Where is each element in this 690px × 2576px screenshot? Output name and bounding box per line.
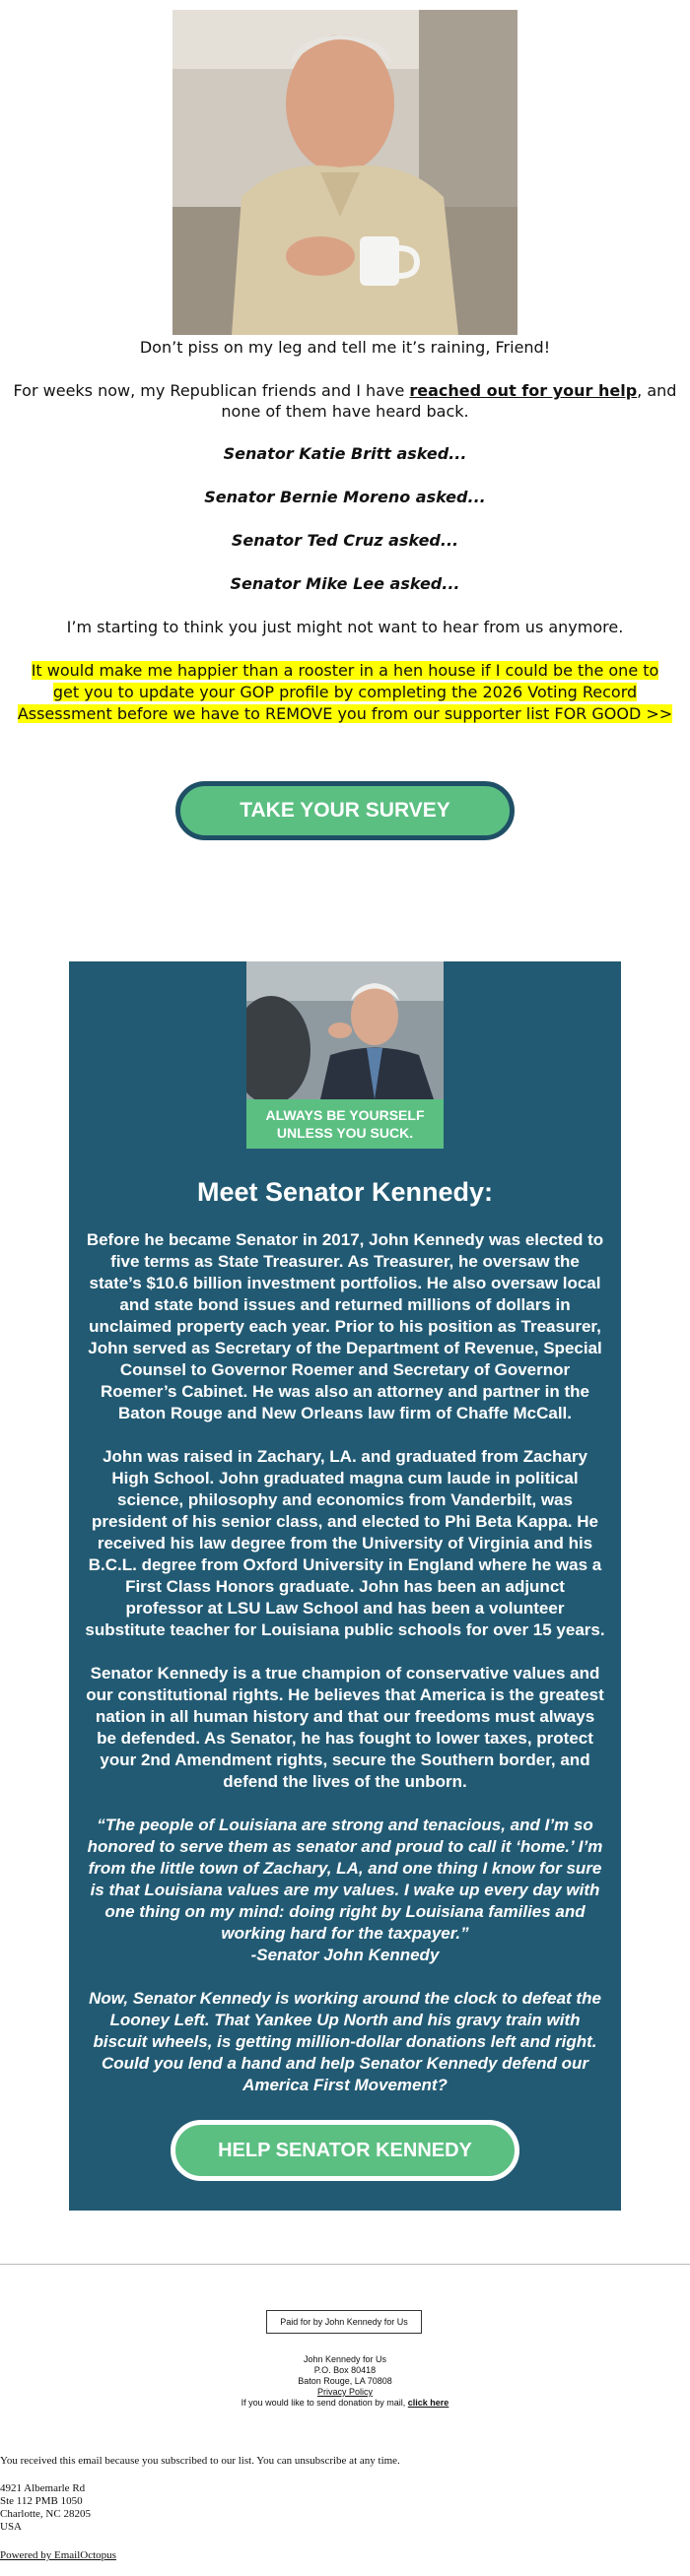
motto-line-1: ALWAYS BE YOURSELF <box>265 1107 425 1123</box>
intro-para1-end: , and <box>637 381 677 400</box>
asked-mike-lee: Senator Mike Lee asked... <box>230 574 460 593</box>
bio-p2-line: science, philosophy and economics from Vanderbilt, was <box>117 1490 573 1509</box>
bio-p3-line: nation in all human history and that our freedoms must always <box>95 1707 595 1726</box>
sender-addr-line: USA <box>0 2521 23 2533</box>
intro-paragraph <box>0 380 690 402</box>
motto-line-2: UNLESS YOU SUCK. <box>276 1125 414 1141</box>
sender-address <box>0 2482 91 2534</box>
intro-para1-start: For weeks now, my Republican friends and I have <box>13 381 410 400</box>
bio-p3-line: our constitutional rights. He believes that America is the greatest <box>86 1685 604 1704</box>
bio-p1-line: state’s $10.6 billion investment portfolios. He also oversaw local <box>89 1274 601 1292</box>
closing-line: Could you lend a hand and help Senator Kennedy defend our <box>102 2054 588 2073</box>
closing-line: Now, Senator Kennedy is working around the clock to defeat the <box>89 1989 601 2008</box>
bio-p2-line: received his law degree from the University of Virginia and his <box>97 1534 593 1552</box>
intro-headline: Don’t piss on my leg and tell me it’s raining, Friend! <box>139 338 551 357</box>
senator-mug-photo <box>172 10 518 335</box>
bio-p1-line: and state bond issues and returned millions of dollars in <box>119 1295 571 1314</box>
quote-line: “The people of Louisiana are strong and tenacious, and I’m so <box>97 1816 593 1834</box>
quote-line: working hard for the taxpayer.” <box>221 1924 469 1943</box>
bio-p2-line: High School. John graduated magna cum laude in political <box>111 1469 579 1487</box>
bio-panel <box>69 961 621 2211</box>
motto-banner <box>246 1099 444 1149</box>
bio-p1-line: Baton Rouge and New Orleans law firm of Chaffe McCall. <box>117 1404 572 1422</box>
footer-city: Baton Rouge, LA 70808 <box>298 2376 392 2386</box>
reached-out-link[interactable]: reached out for your help <box>409 381 638 400</box>
hero-photo <box>172 10 518 335</box>
intro-para1-line2: none of them have heard back. <box>221 402 469 421</box>
yellow-line-3[interactable]: Assessment before we have to REMOVE you from our supporter list FOR GOOD >> <box>17 704 673 723</box>
subscribe-note: You received this email because you subscribed to our list. You can unsubscribe at any time. <box>0 2455 400 2467</box>
privacy-policy-link[interactable]: Privacy Policy <box>316 2387 373 2397</box>
paid-for-box <box>266 2310 422 2334</box>
powered-by-link[interactable]: Powered by EmailOctopus <box>0 2549 116 2561</box>
quote-line: from the little town of Zachary, LA, and one thing I know for sure <box>88 1859 602 1878</box>
yellow-line-1[interactable]: It would make me happier than a rooster in a hen house if I could be the one to <box>31 661 659 680</box>
bio-p2-line: professor at LSU Law School and has been a volunteer <box>125 1599 565 1618</box>
sender-addr-line: Ste 112 PMB 1050 <box>0 2495 83 2507</box>
bio-p2-line: First Class Honors graduate. John has been an adjunct <box>125 1577 565 1596</box>
asked-bernie-moreno: Senator Bernie Moreno asked... <box>204 488 486 506</box>
sender-addr-line: Charlotte, NC 28205 <box>0 2508 91 2520</box>
paid-for-text: Paid for by John Kennedy for Us <box>280 2317 408 2327</box>
bio-para-3 <box>69 1663 621 1793</box>
yellow-line-2[interactable]: get you to update your GOP profile by completing the 2026 Voting Record <box>52 683 638 701</box>
bio-p2-line: substitute teacher for Louisiana public schools for over 15 years. <box>85 1620 605 1639</box>
footer-org: John Kennedy for Us <box>303 2354 387 2364</box>
bio-quote <box>69 1815 621 1966</box>
footer-po-box: P.O. Box 80418 <box>313 2365 377 2375</box>
bio-p2-line: B.C.L. degree from Oxford University in England where he was a <box>88 1555 602 1574</box>
quote-attribution: -Senator John Kennedy <box>250 1946 440 1964</box>
bio-p2-line: John was raised in Zachary, LA. and graduated from Zachary <box>103 1447 587 1466</box>
bio-title: Meet Senator Kennedy: <box>196 1177 494 1207</box>
quote-line: is that Louisiana values are my values. I wake up every day with <box>90 1881 600 1899</box>
bio-p2-line: president of his senior class, and elected to Phi Beta Kappa. He <box>92 1512 598 1531</box>
bio-p1-line: Counsel to Governor Roemer and Secretary of Governor <box>119 1360 571 1379</box>
closing-line: biscuit wheels, is getting million-dollar donations left and right. <box>93 2032 597 2051</box>
quote-line: one thing on my mind: doing right by Louisiana families and <box>104 1902 586 1921</box>
help-senator-button[interactable]: HELP SENATOR KENNEDY <box>171 2120 519 2181</box>
closing-line: Looney Left. That Yankee Up North and his gravy train with <box>109 2011 581 2029</box>
bio-para-1 <box>69 1229 621 1424</box>
footer-address <box>0 2354 690 2409</box>
yellow-callout[interactable] <box>0 660 690 725</box>
bio-p3-line: Senator Kennedy is a true champion of conservative values and <box>90 1664 600 1683</box>
mail-donation-text: If you would like to send donation by mail, <box>241 2398 408 2408</box>
bio-p3-line: your 2nd Amendment rights, secure the Southern border, and <box>100 1750 590 1769</box>
senator-speaking-photo <box>246 961 444 1099</box>
bio-para-2 <box>69 1446 621 1641</box>
bio-p3-line: be defended. As Senator, he has fought to lower taxes, protect <box>97 1729 593 1748</box>
bio-p1-line: unclaimed property each year. Prior to his position as Treasurer, <box>89 1317 601 1336</box>
bio-p1-line: Before he became Senator in 2017, John Kennedy was elected to <box>86 1230 604 1249</box>
intro-para2: I’m starting to think you just might not want to hear from us anymore. <box>66 618 624 636</box>
bio-p1-line: five terms as State Treasurer. As Treasurer, he oversaw the <box>110 1252 580 1271</box>
bio-p3-line: defend the lives of the unborn. <box>223 1772 467 1791</box>
asked-ted-cruz: Senator Ted Cruz asked... <box>231 531 459 550</box>
bio-photo <box>246 961 444 1099</box>
sender-addr-line: 4921 Albemarle Rd <box>0 2482 86 2494</box>
footer-divider <box>0 2264 690 2265</box>
mail-donation-link[interactable]: click here <box>407 2398 449 2408</box>
bio-p1-line: Roemer’s Cabinet. He was also an attorney and partner in the <box>101 1382 589 1401</box>
quote-line: honored to serve them as senator and proud to call it ‘home.’ I’m <box>87 1837 603 1856</box>
bio-p1-line: John served as Secretary of the Department of Revenue, Special <box>88 1339 602 1357</box>
bio-closing <box>69 1988 621 2096</box>
take-survey-button[interactable]: TAKE YOUR SURVEY <box>175 781 515 840</box>
closing-line: America First Movement? <box>242 2076 448 2094</box>
asked-katie-britt: Senator Katie Britt asked... <box>223 444 467 463</box>
